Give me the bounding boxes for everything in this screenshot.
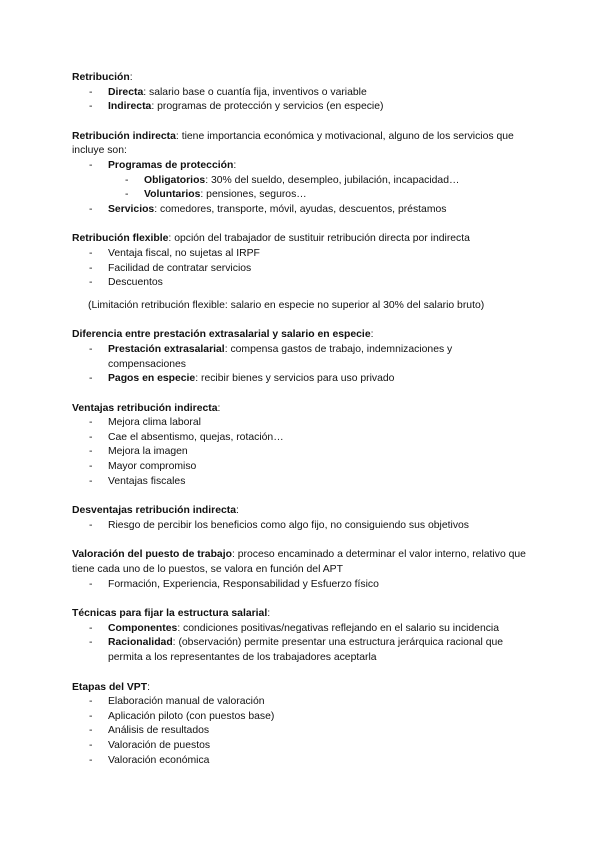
document-content: [72, 71, 532, 768]
list-item: - Valoración económica: [72, 754, 532, 769]
list-item: - Mejora clima laboral: [72, 416, 532, 431]
list-item: - Obligatorios: 30% del sueldo, desempleo, jubilación, incapacidad…: [108, 174, 532, 189]
section-valoracion: [72, 548, 532, 592]
bullet-list: [72, 416, 532, 489]
list-item: - Ventajas fiscales: [72, 475, 532, 490]
section-ventajas: [72, 402, 532, 490]
list-item: - Formación, Experiencia, Responsabilidad y Esfuerzo físico: [72, 578, 532, 593]
list-item: - Programas de protección: - Obligatorios: 30% del sueldo, desempleo, jubilación, incapacidad… - Voluntarios: pensiones, seguros…: [72, 159, 532, 203]
list-item: - Racionalidad: (observación) permite presentar una estructura jerárquica racional que permita a los representantes de los trabajadores aceptarla: [72, 636, 532, 665]
list-item: - Riesgo de percibir los beneficios como algo fijo, no consiguiendo sus objetivos: [72, 519, 532, 534]
list-item: - Cae el absentismo, quejas, rotación…: [72, 431, 532, 446]
limitation-note: (Limitación retribución flexible: salario en especie no superior al 30% del salario bruto): [88, 299, 485, 311]
list-item: - Valoración de puestos: [72, 739, 532, 754]
list-item: - Aplicación piloto (con puestos base): [72, 710, 532, 725]
section-retribucion-flexible: [72, 232, 532, 313]
section-heading: Valoración del puesto de trabajo: proceso encaminado a determinar el valor interno, relativo que tiene cada uno de lo puestos, se valora en función del APT: [72, 549, 526, 576]
list-item: - Prestación extrasalarial: compensa gastos de trabajo, indemnizaciones y compensaciones: [72, 343, 532, 372]
list-item: - Servicios: comedores, transporte, móvil, ayudas, descuentos, préstamos: [72, 203, 532, 218]
bullet-list: [72, 695, 532, 768]
list-item: - Componentes: condiciones positivas/negativas reflejando en el salario su incidencia: [72, 622, 532, 637]
section-heading: Desventajas retribución indirecta:: [72, 505, 239, 517]
section-heading: Retribución flexible: opción del trabajador de sustituir retribución directa por indirecta: [72, 233, 470, 245]
list-item: - Descuentos: [72, 276, 532, 291]
bullet-list: [72, 519, 532, 534]
section-heading: Etapas del VPT:: [72, 681, 150, 693]
section-desventajas: [72, 504, 532, 533]
list-item: - Directa: salario base o cuantía fija, inventivos o variable: [72, 86, 532, 101]
bullet-list: [72, 622, 532, 666]
section-heading: Diferencia entre prestación extrasalarial y salario en especie:: [72, 329, 374, 341]
list-item: - Elaboración manual de valoración: [72, 695, 532, 710]
bullet-list: [72, 578, 532, 593]
list-item: - Indirecta: programas de protección y servicios (en especie): [72, 100, 532, 115]
section-retribucion: [72, 71, 532, 115]
bullet-list: [72, 159, 532, 217]
section-heading: Ventajas retribución indirecta:: [72, 402, 221, 414]
bullet-list: [72, 247, 532, 291]
section-etapas: [72, 681, 532, 769]
section-tecnicas: [72, 607, 532, 665]
list-item: - Voluntarios: pensiones, seguros…: [108, 188, 532, 203]
section-heading: Técnicas para fijar la estructura salarial:: [72, 608, 271, 620]
sub-bullet-list: [108, 174, 532, 203]
list-item: - Mejora la imagen: [72, 445, 532, 460]
section-heading: Retribución:: [72, 72, 133, 83]
bullet-list: [72, 343, 532, 387]
list-item: - Análisis de resultados: [72, 724, 532, 739]
list-item: - Mayor compromiso: [72, 460, 532, 475]
section-heading: Retribución indirecta: tiene importancia económica y motivacional, alguno de los servicios que incluye son:: [72, 130, 514, 157]
list-item: - Pagos en especie: recibir bienes y servicios para uso privado: [72, 372, 532, 387]
list-item: - Facilidad de contratar servicios: [72, 262, 532, 277]
section-diferencia: [72, 328, 532, 386]
bullet-list: [72, 86, 532, 115]
section-retribucion-indirecta: [72, 130, 532, 218]
list-item: - Ventaja fiscal, no sujetas al IRPF: [72, 247, 532, 262]
